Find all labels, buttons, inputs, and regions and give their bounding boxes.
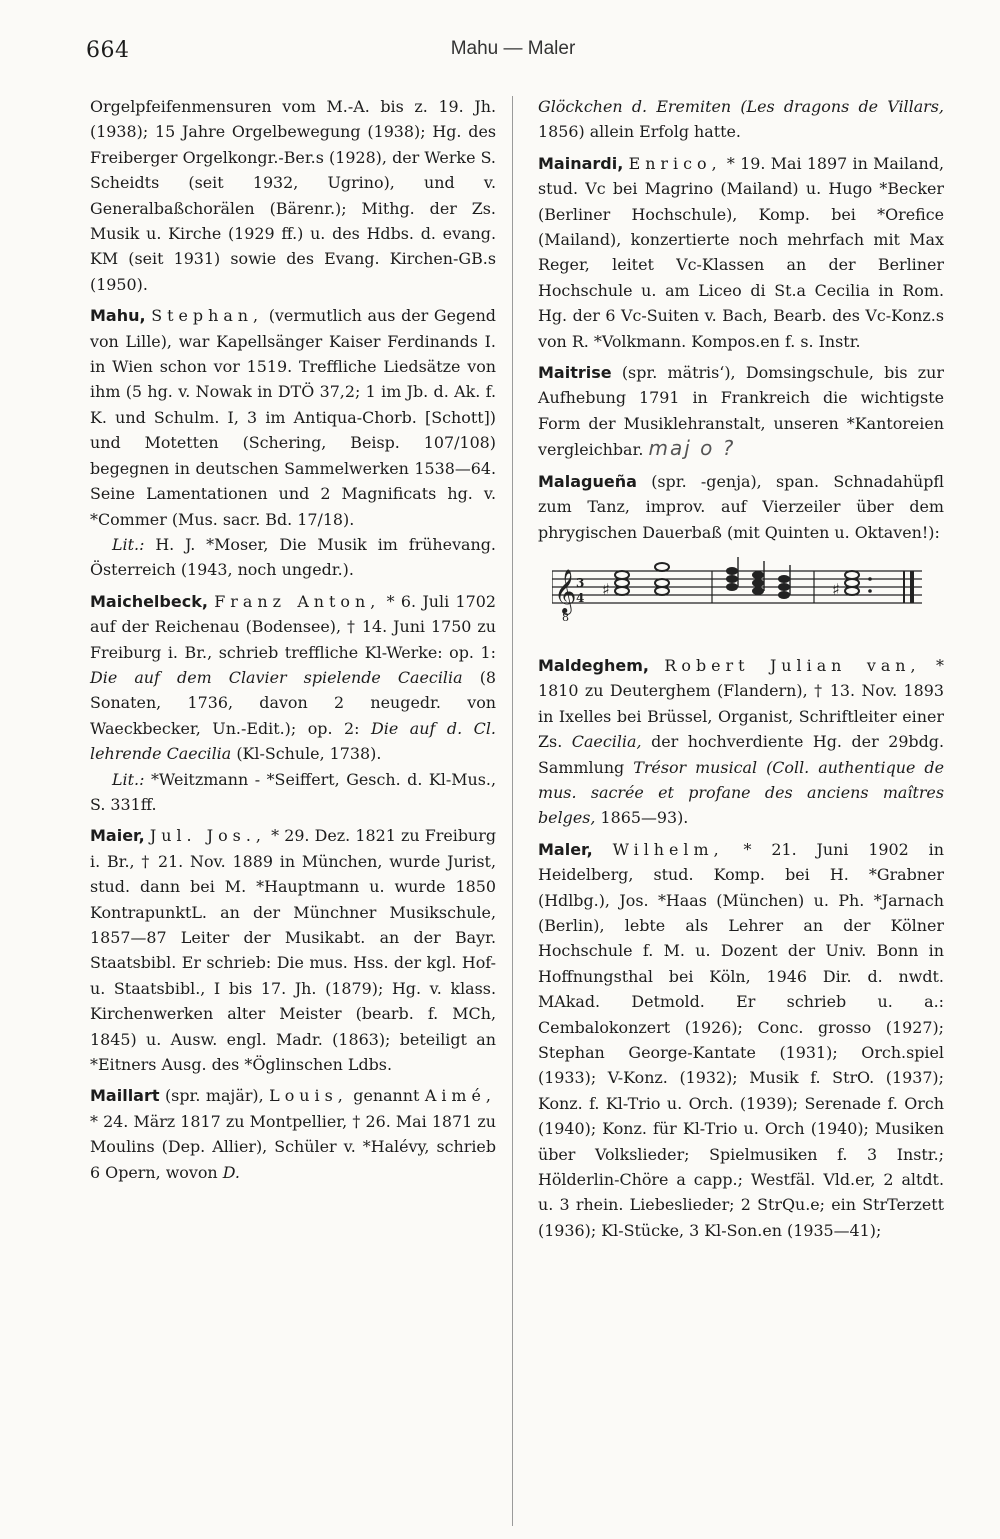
entry-name-mahu: Stephan,: [151, 306, 264, 326]
lit-text-maichelbeck: Gesch. d. Kl-Mus., S. 331ff.: [90, 769, 496, 814]
headword-maler: Maler,: [538, 839, 593, 859]
continued-title: Glöckchen d. Eremiten (Les dragons de Villars,: [538, 97, 944, 116]
entry-name-maillart-2: Aimé,: [424, 1086, 496, 1106]
work-title-caecilia: Caecilia,: [571, 732, 642, 752]
entry-name-mainardi: Enrico,: [628, 153, 722, 173]
entry-text-maldeghem-3: 1865—93).: [600, 808, 689, 828]
entry-text-maldeghem-2: der hochverdiente Hg. der 29bdg. Sammlung: [538, 732, 945, 777]
literature-mahu: [90, 532, 496, 583]
column-divider: [512, 96, 513, 1526]
lit-author-mahu: H. J. *Moser,: [155, 534, 269, 554]
music-staff: [552, 557, 932, 623]
entry-maler: [538, 837, 944, 1244]
work-title-tresor: Trésor musical (Coll. authentique de mus. sacrée et profane des anciens maîtres belges,: [538, 757, 944, 828]
entry-maldeghem: [538, 653, 944, 831]
work-title-1: Die auf dem Clavier spielende Caecilia: [90, 667, 463, 687]
entry-text-mahu: (vermutlich aus der Gegend von Lille), war Kapellsänger Kaiser Ferdinands I. in Wien schon vor 1519. Treffliche Liedsätze von ihm (5 hg. v. Nowak in DTÖ 37,2; 1 im Jb. d. Ak. f. K. und Schulm. I, 3 im Antiqua-Chorb. [Schott]) und Motetten (Schering, Beisp. 107/108) begegnen in deutschen Sammelwerken 1538—64. Seine Lamentationen und 2 Magnificats hg. v. *Commer (Mus. sacr. Bd. 17/18).: [90, 306, 496, 529]
headword-maillart: Maillart: [90, 1086, 160, 1106]
work-title-2: Die auf d. Cl. lehrende Caecilia: [90, 718, 496, 764]
sharp-icon: ♯: [602, 579, 610, 599]
headword-maier: Maier,: [90, 826, 145, 846]
page-header: [86, 38, 940, 74]
right-column: [538, 94, 944, 1249]
entry-text-maitrise: (spr. mätris‘), Domsingschule, bis zur Aufhebung 1791 in Frankreich die wichtigste Form der Musiklehranstalt, unseren *Kantoreien vergleichbar.: [538, 363, 944, 460]
continued-entry-right: [538, 94, 944, 145]
headword-maldeghem: Maldeghem,: [538, 655, 649, 675]
headword-maitrise: Maitrise: [538, 363, 612, 383]
lit-author-maichelbeck: *Weitzmann - *Seiffert,: [150, 769, 340, 789]
entry-mainardi: [538, 151, 944, 354]
entry-name-maillart-1: Louis,: [269, 1086, 348, 1106]
entry-name-maier: Jul. Jos.,: [149, 826, 266, 846]
entry-name-maldeghem: Robert Julian van,: [664, 655, 921, 675]
entry-text-maler: * 21. Juni 1902 in Heidelberg, stud. Komp. bei H. *Grabner (Hdlbg.), Jos. *Haas (München) u. Ph. *Jarnach (Berlin), lebte als Lehrer an der Kölner Hochschule f. M. u. Dozent der Univ. Bonn in Hoffnungsthal bei Köln, 1946 Dir. d. nwdt. MAkad. Detmold. Er schrieb u. a.: Cembalokonzert (1926); Conc. grosso (1927); Stephan George-Kantate (1931); Orch.spiel (1933); V-Konz. (1932); Musik f. StrO. (1937); Konz. f. Kl-Trio u. Orch. (1939); Serenade f. Orch (1940); Konz. für Kl-Trio u. Orch (1940); Musiken über Volkslieder; Spielmusiken f. 3 Instr.; Hölderlin-Chöre a capp.; Westfäl. Vld.er, 2 altdt. u. 3 rhein. Liebeslieder; 2 StrQu.e; ein StrTerzett (1936); Kl-Stücke, 3 Kl-Son.en (1935—41);: [538, 839, 944, 1240]
running-head: Mahu — Maler: [450, 38, 576, 59]
entry-name-maler: Wilhelm,: [612, 839, 724, 859]
left-column: [90, 94, 496, 1191]
headword-malaguena: Malagueña: [538, 471, 637, 491]
entry-malaguena: [538, 469, 944, 545]
entry-text-mainardi: * 19. Mai 1897 in Mailand, stud. Vc bei Magrino (Mailand) u. Hugo *Becker (Berliner Hochschule), Komp. bei *Orefice (Mailand), konzertierte noch mehrfach mit Max Reger, leitet Vc-Klassen an der Berliner Hochschule u. am Liceo di St.a Cecilia in Rom. Hg. der 6 Vc-Suiten v. Bach, Bearb. des Vc-Konz.s von R. *Volkmann. Kompos.en f. s. Instr.: [538, 153, 944, 351]
entry-text-maichelbeck-3: (Kl-Schule, 1738).: [236, 744, 382, 764]
entry-maillart: [90, 1083, 496, 1185]
literature-maichelbeck: [90, 767, 496, 818]
time-sig-top: 3: [576, 575, 585, 590]
entry-text-maichelbeck-2: (8 Sonaten, 1736, davon 2 neugedr. von Waeckbecker, Un.-Edit.); op. 2:: [90, 667, 496, 738]
entry-mahu: [90, 303, 496, 582]
continued-text: 1856) allein Erfolg hatte.: [538, 122, 741, 142]
page-number: 664: [86, 38, 130, 63]
entry-text-malaguena: (spr. -genja), span. Schnadahüpfl zum Tanz, improv. auf Vierzeiler über dem phrygischen Dauerbaß (mit Quinten u. Oktaven!):: [538, 471, 944, 542]
entry-text-maillart-4: D.: [222, 1162, 240, 1182]
headword-mainardi: Mainardi,: [538, 153, 624, 173]
entry-maichelbeck: [90, 589, 496, 818]
continued-entry-text: Orgelpfeifenmensuren vom M.-A. bis z. 19. Jh. (1938); 15 Jahre Orgelbewegung (1938); Hg. des Freiberger Orgelkongr.-Ber.s (1928), der Werke S. Scheidts (seit 1932, Ugrino), und v. Generalbaßchorälen (Bärenr.); Mithg. der Zs. Musik u. Kirche (1929 ff.) u. des Hdbs. d. evang. KM (seit 1931) sowie des Evang. Kirchen-GB.s (1950).: [90, 97, 496, 294]
handwritten-annotation: maj o ?: [648, 436, 736, 461]
lit-text-mahu: Die Musik im frühevang. Österreich (1943, noch ungedr.).: [90, 534, 496, 580]
entry-name-maichelbeck: Franz Anton,: [214, 591, 381, 611]
entry-text-maillart-1: (spr. majär),: [164, 1086, 264, 1106]
entry-maier: [90, 823, 496, 1077]
time-sig-bottom: 4: [576, 590, 585, 605]
entry-text-maichelbeck-1: * 6. Juli 1702 auf der Reichenau (Bodensee), † 14. Juni 1750 zu Freiburg i. Br., schrieb treffliche Kl-Werke: op. 1:: [90, 591, 496, 662]
music-example: [538, 557, 944, 623]
sharp-icon: ♯: [832, 579, 840, 599]
lit-label: Lit.:: [112, 769, 145, 789]
entry-text-maillart-2: genannt: [353, 1086, 420, 1106]
headword-mahu: Mahu,: [90, 306, 146, 326]
entry-maitrise: [538, 360, 944, 463]
treble-clef-icon: 𝄞: [554, 568, 577, 613]
entry-text-maillart-3: * 24. März 1817 zu Montpellier, † 26. Mai 1871 zu Moulins (Dep. Allier), Schüler v. *Halévy, schrieb 6 Opern, wovon: [90, 1111, 496, 1182]
lit-label: Lit.:: [112, 534, 145, 554]
headword-maichelbeck: Maichelbeck,: [90, 591, 208, 611]
entry-text-maier: * 29. Dez. 1821 zu Freiburg i. Br., † 21. Nov. 1889 in München, wurde Jurist, stud. dann bei M. *Hauptmann u. wurde 1850 KontrapunktL. an der Münchner Musikschule, 1857—87 Leiter der Musikabt. an der Bayr. Staatsbibl. Er schrieb: Die mus. Hss. der kgl. Hof- u. Staatsbibl., I bis 17. Jh. (1879); Hg. v. klass. Kirchenwerken alter Meister (bearb. f. MCh, 1845) u. Ausw. engl. Madr. (1863); beteiligt an *Eitners Ausg. des *Öglinschen Ldbs.: [90, 826, 497, 1075]
entry-text-maldeghem-1: * 1810 zu Deuterghem (Flandern), † 13. Nov. 1893 in Ixelles bei Brüssel, Organist, Schriftleiter einer Zs.: [538, 655, 944, 752]
octave-mark: 8: [562, 610, 569, 623]
